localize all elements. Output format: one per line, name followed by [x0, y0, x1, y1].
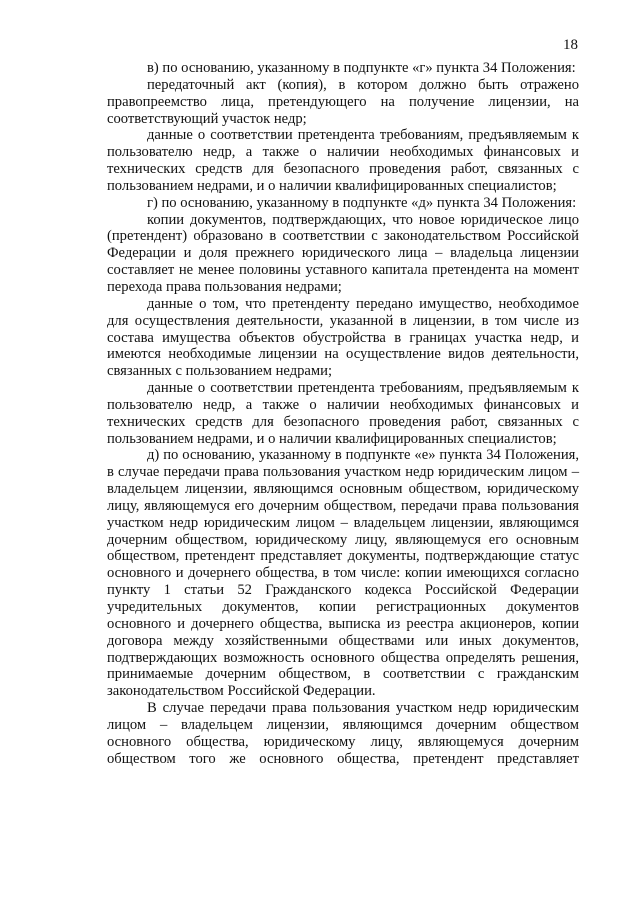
- page-number: 18: [563, 37, 578, 53]
- paragraph-property-transfer: данные о том, что претенденту передано имущество, необходимое для осуществления деятельности, указанной в лицензии, в том числе из состава имущества объектов обустройства в границах участка недр, и имеются необходимые лицензии на осуществление видов деятельности, связанных с пользованием недрами;: [107, 295, 579, 380]
- paragraph-transfer-act: передаточный акт (копия), в котором должно быть отражено правопреемство лица, претендующего на получение лицензии, на соответствующий участок недр;: [107, 76, 579, 127]
- paragraph-compliance-data: данные о соответствии претендента требованиям, предъявляемым к пользователю недр, а также о наличии необходимых финансовых и технических средств для безопасного проведения работ, связанных с пользованием недрами, и о наличии квалифицированных специалистов;: [107, 127, 579, 194]
- paragraph-compliance-data-2: данные о соответствии претендента требованиям, предъявляемым к пользователю недр, а также о наличии необходимых финансовых и технических средств для безопасного проведения работ, связанных с пользованием недрами, и о наличии квалифицированных специалистов;: [107, 380, 579, 447]
- list-item-d: д) по основанию, указанному в подпункте «е» пункта 34 Положения, в случае передачи права пользования участком недр юридическим лицом – владельцем лицензии, являющимся основным обществом, юридическому лицу, являющемуся его дочерним обществом, передачи права пользования участком недр юридическим лицом – владельцем лицензии, являющимся дочерним обществом, юридическому лицу, являющемуся его основным обществом, претендент представляет документы, подтверждающие статус основного и дочернего общества, в том числе: копии имеющихся согласно пункту 1 статьи 52 Гражданского кодекса Российской Федерации учредительных документов, копии регистрационных документов основного и дочернего общества, выписка из реестра акционеров, копии договора между хозяйственными обществами или иных документов, подтверждающих возможность основного общества определять решения, принимаемые дочерним обществом, в соответствии с гражданским законодательством Российской Федерации.: [107, 447, 579, 700]
- list-item-g: г) по основанию, указанному в подпункте «д» пункта 34 Положения:: [147, 194, 577, 211]
- paragraph-document-copies: копии документов, подтверждающих, что новое юридическое лицо (претендент) образовано в соответствии с законодательством Российской Федерации и доля прежнего юридического лица – владельца лицензии составляет не менее половины уставного капитала претендента на момент перехода права пользования недрами;: [107, 211, 579, 295]
- paragraph-subsidiary-transfer: В случае передачи права пользования участком недр юридическим лицом – владельцем лицензии, являющимся дочерним обществом основного общества, юридическому лицу, являющемуся дочерним обществом того же основного общества, претендент представляет: [107, 700, 579, 767]
- document-body: [107, 60, 579, 767]
- list-item-v: в) по основанию, указанному в подпункте «г» пункта 34 Положения:: [147, 60, 576, 76]
